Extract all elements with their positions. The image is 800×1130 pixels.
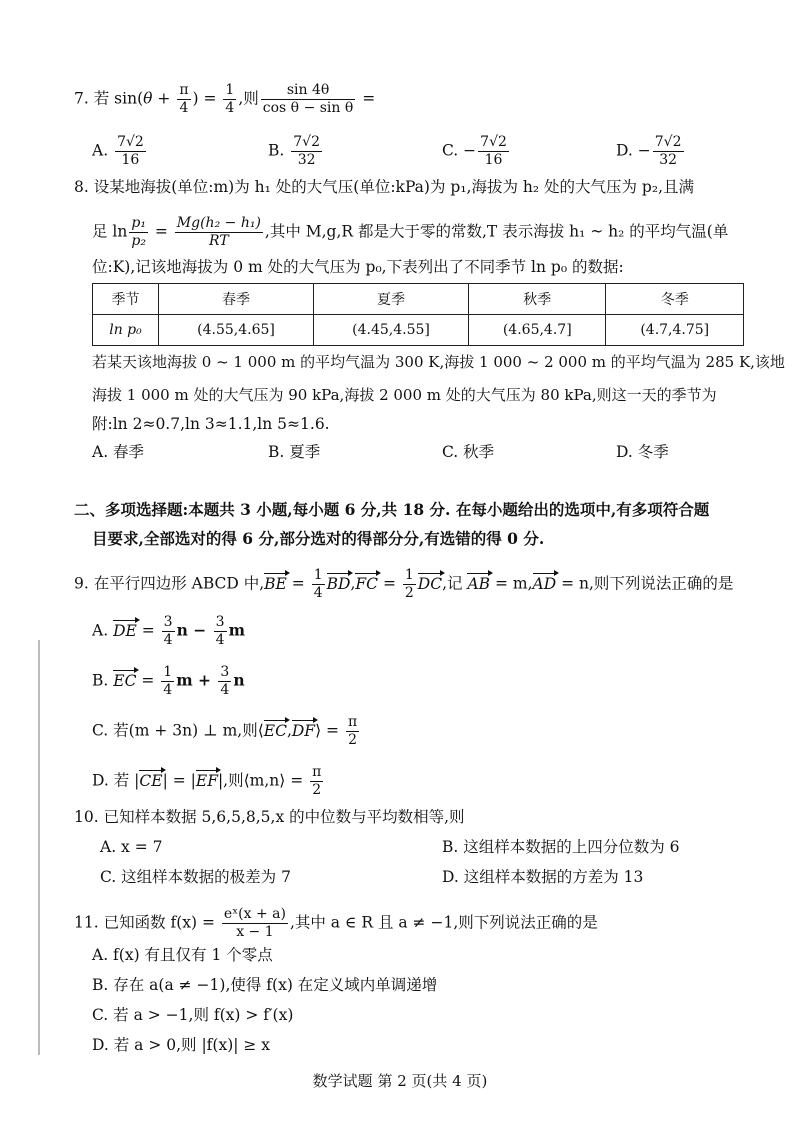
table-header-cell: 秋季 bbox=[469, 284, 606, 315]
table-header-cell: 季节 bbox=[93, 284, 159, 315]
table-cell: (4.55,4.65] bbox=[159, 315, 314, 346]
page-footer: 数学试题 第 2 页(共 4 页) bbox=[312, 1072, 488, 1090]
q8-stem-line1: 8. 设某地海拔(单位:m)为 h₁ 处的大气压(单位:kPa)为 p₁,海拔为 h₂ 处的大气压为 p₂,且满 bbox=[74, 178, 694, 196]
q9-stem: 9. 在平行四边形 ABCD 中,BE = $\frac{1}{4}$ BD,FC = $\frac{1}{2}$ DC,记 AB = m,AD = n,则下列说法正确的是 bbox=[74, 567, 734, 601]
q7-option-c: C. − $\frac{7√2}{16}$ bbox=[442, 134, 507, 168]
table-cell: (4.7,4.75] bbox=[606, 315, 744, 346]
q8-para-line2: 海拔 1 000 m 处的大气压为 90 kPa,海拔 2 000 m 处的大气压为 80 kPa,则这一天的季节为 bbox=[92, 386, 717, 404]
q11-option-c: C. 若 a > −1,则 f(x) > f′(x) bbox=[92, 1006, 294, 1024]
q10-option-d: D. 这组样本数据的方差为 13 bbox=[442, 868, 644, 886]
q8-stem-line3: 位:K),记该地海拔为 0 m 处的大气压为 p₀,下表列出了不同季节 ln p₀ 的数据: bbox=[92, 258, 624, 276]
q7-stem: 7. 若 sin(θ + $\frac{\pi}{4}$ ) = $\frac{1}{4}$ ,则 $\frac{\sin 4\theta}{\text{cos θ − sin θ}}$ = bbox=[74, 82, 376, 116]
q11-stem: 11. 已知函数 f(x) = $\frac{\text{eˣ(x + a)}}{x - 1}$ ,其中 a ∈ R 且 a ≠ −1,则下列说法正确的是 bbox=[74, 906, 598, 940]
q8-option-d: D. 冬季 bbox=[616, 443, 669, 461]
q10-option-c: C. 这组样本数据的极差为 7 bbox=[100, 868, 291, 886]
table-header-cell: 夏季 bbox=[314, 284, 469, 315]
q11-option-b: B. 存在 a(a ≠ −1),使得 f(x) 在定义域内单调递增 bbox=[92, 976, 438, 994]
table-header-cell: 春季 bbox=[159, 284, 314, 315]
table-row bbox=[93, 315, 744, 346]
q7-option-a: A. $\frac{7√2}{16}$ bbox=[92, 134, 144, 168]
q11-option-d: D. 若 a > 0,则 |f(x)| ≥ x bbox=[92, 1036, 271, 1054]
section2-heading-line1: 二、多项选择题:本题共 3 小题,每小题 6 分,共 18 分. 在每小题给出的选项中,有多项符合题 bbox=[74, 500, 710, 519]
table-cell: (4.65,4.7] bbox=[469, 315, 606, 346]
table-cell: ln p₀ bbox=[93, 315, 159, 346]
q10-option-a: A. x = 7 bbox=[100, 838, 163, 856]
table-cell: (4.45,4.55] bbox=[314, 315, 469, 346]
q7-option-d: D. − $\frac{7√2}{32}$ bbox=[616, 134, 682, 168]
q8-para-line1: 若某天该地海拔 0 ~ 1 000 m 的平均气温为 300 K,海拔 1 000 ~ 2 000 m 的平均气温为 285 K,该地 bbox=[92, 353, 785, 371]
q9-option-d: D. 若 |CE| = |EF|,则⟨m,n⟩ = $\frac{\pi}{2}$ bbox=[92, 764, 322, 798]
q8-season-table bbox=[92, 283, 744, 346]
q9-option-c: C. 若(m + 3n) ⊥ m,则⟨EC,DF⟩ = $\frac{\pi}{2}$ bbox=[92, 714, 358, 748]
q8-option-a: A. 春季 bbox=[92, 443, 145, 461]
section2-heading-line2: 目要求,全部选对的得 6 分,部分选对的得部分分,有选错的得 0 分. bbox=[92, 529, 545, 548]
q10-stem: 10. 已知样本数据 5,6,5,8,5,x 的中位数与平均数相等,则 bbox=[74, 808, 465, 826]
q8-option-b: B. 夏季 bbox=[268, 443, 321, 461]
q8-option-c: C. 秋季 bbox=[442, 443, 495, 461]
q11-option-a: A. f(x) 有且仅有 1 个零点 bbox=[92, 946, 273, 964]
q8-para-line3: 附:ln 2≈0.7,ln 3≈1.1,ln 5≈1.6. bbox=[92, 415, 330, 433]
q8-stem-line2: 足 ln $\frac{\text{p₁}}{\text{p₂}}$ = $\frac{\text{Mg(h₂ − h₁)}}{RT}$ ,其中 M,g,R 都是大于零的常数,T 表示海拔 h₁ ~ h₂ 的平均气温(单 bbox=[92, 215, 729, 249]
q7-option-b: B. $\frac{7√2}{32}$ bbox=[268, 134, 321, 168]
q9-option-a: A. DE = $\frac{3}{4}$ n − $\frac{3}{4}$ m bbox=[92, 614, 245, 648]
table-header-row bbox=[93, 284, 744, 315]
q9-option-b: B. EC = $\frac{1}{4}$ m + $\frac{3}{4}$ n bbox=[92, 664, 245, 698]
q10-option-b: B. 这组样本数据的上四分位数为 6 bbox=[442, 838, 680, 856]
table-header-cell: 冬季 bbox=[606, 284, 744, 315]
margin-rule bbox=[38, 640, 40, 1055]
